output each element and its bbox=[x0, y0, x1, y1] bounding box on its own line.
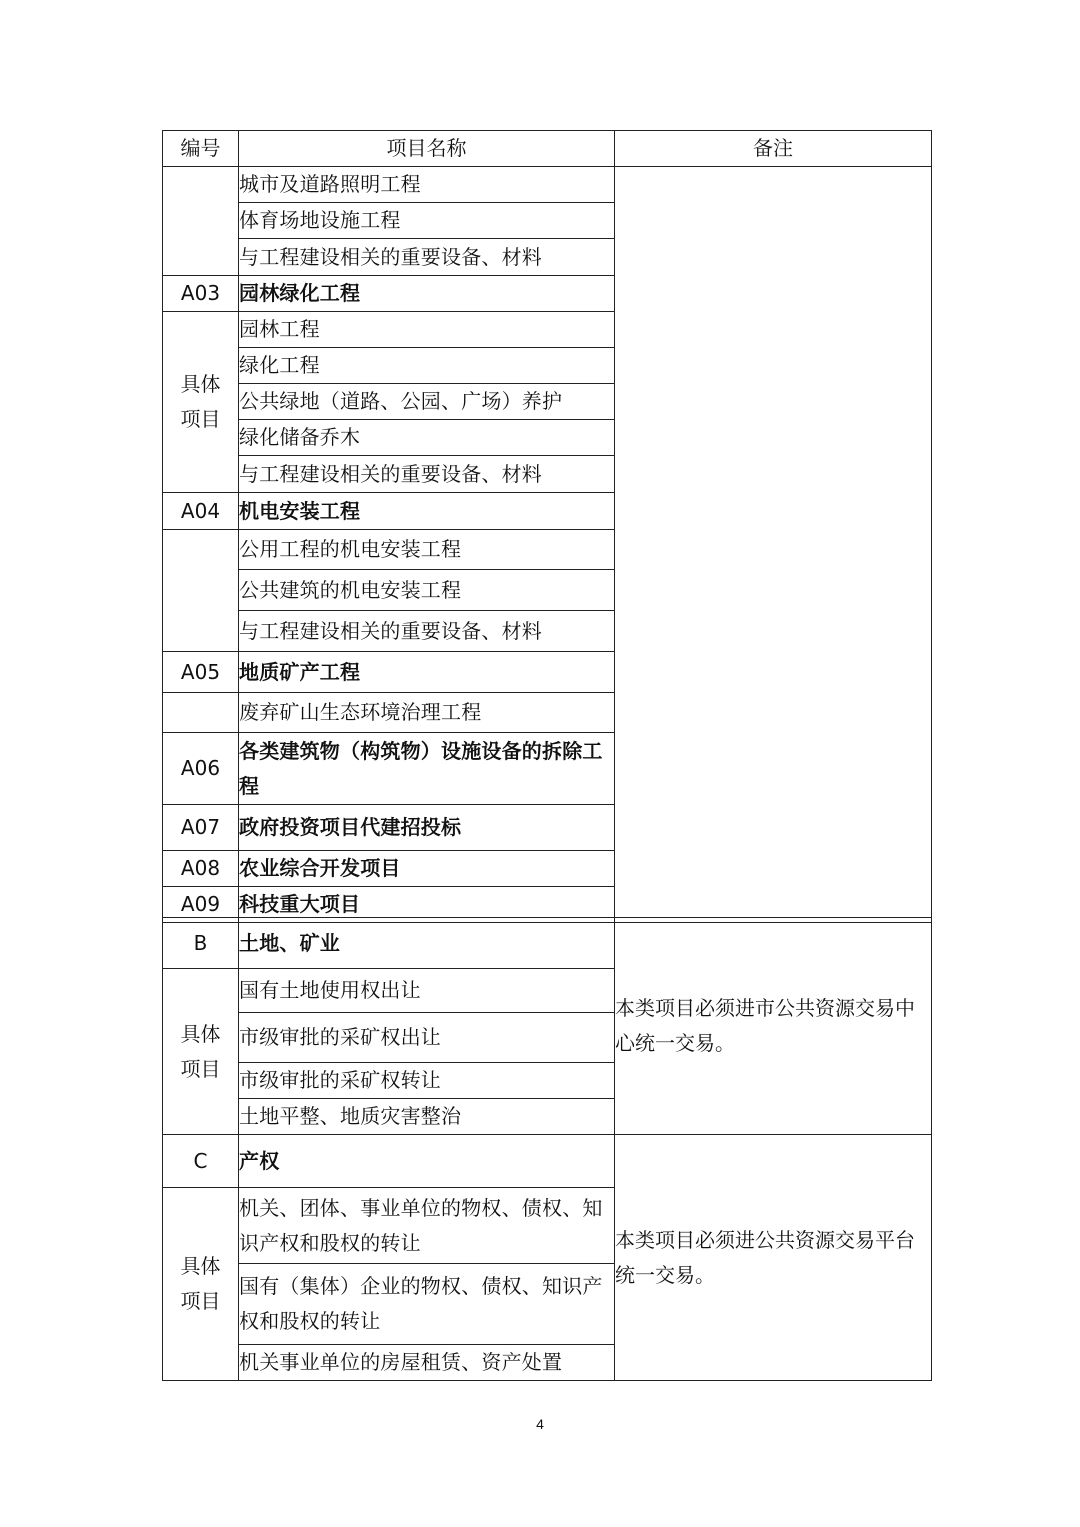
category-name: 各类建筑物（构筑物）设施设备的拆除工程 bbox=[239, 733, 615, 805]
note-cell-b: 本类项目必须进市公共资源交易中心统一交易。 bbox=[615, 918, 932, 1135]
category-name: 产权 bbox=[239, 1135, 615, 1188]
item-name: 体育场地设施工程 bbox=[239, 203, 615, 239]
spec-label: 具体 项目 bbox=[180, 1254, 221, 1313]
item-name: 国有土地使用权出让 bbox=[239, 969, 615, 1013]
item-name: 市级审批的采矿权转让 bbox=[239, 1063, 615, 1099]
category-code: A08 bbox=[163, 851, 239, 887]
category-name: 机电安装工程 bbox=[239, 493, 615, 530]
category-code: A04 bbox=[163, 493, 239, 530]
project-table bbox=[162, 130, 932, 923]
category-code: A03 bbox=[163, 276, 239, 312]
item-name: 与工程建设相关的重要设备、材料 bbox=[239, 611, 615, 652]
item-name: 废弃矿山生态环境治理工程 bbox=[239, 693, 615, 733]
spec-label: 具体 项目 bbox=[180, 1021, 221, 1081]
item-name: 公共绿地（道路、公园、广场）养护 bbox=[239, 384, 615, 420]
item-name: 机关事业单位的房屋租赁、资产处置 bbox=[239, 1345, 615, 1381]
empty-code-cell bbox=[163, 530, 239, 652]
item-name: 公共建筑的机电安装工程 bbox=[239, 570, 615, 611]
item-name: 绿化工程 bbox=[239, 348, 615, 384]
note-cell-c: 本类项目必须进公共资源交易平台统一交易。 bbox=[615, 1135, 932, 1381]
empty-code-cell bbox=[163, 167, 239, 276]
category-code: A07 bbox=[163, 805, 239, 851]
specific-items-label bbox=[163, 312, 239, 493]
specific-items-label bbox=[163, 969, 239, 1135]
header-code: 编号 bbox=[163, 131, 239, 167]
item-name: 国有（集体）企业的物权、债权、知识产权和股权的转让 bbox=[239, 1264, 615, 1345]
note-cell-a bbox=[615, 167, 932, 923]
item-name: 城市及道路照明工程 bbox=[239, 167, 615, 203]
empty-code-cell bbox=[163, 693, 239, 733]
category-code: A09 bbox=[163, 887, 239, 923]
item-name: 土地平整、地质灾害整治 bbox=[239, 1099, 615, 1135]
item-name: 机关、团体、事业单位的物权、债权、知识产权和股权的转让 bbox=[239, 1188, 615, 1264]
category-name: 土地、矿业 bbox=[239, 918, 615, 969]
item-name: 与工程建设相关的重要设备、材料 bbox=[239, 456, 615, 493]
item-name: 园林工程 bbox=[239, 312, 615, 348]
category-name: 地质矿产工程 bbox=[239, 652, 615, 693]
item-name: 绿化储备乔木 bbox=[239, 420, 615, 456]
header-name: 项目名称 bbox=[239, 131, 615, 167]
item-name: 市级审批的采矿权出让 bbox=[239, 1013, 615, 1063]
project-table-b bbox=[162, 917, 932, 1381]
page-number: 4 bbox=[536, 1416, 544, 1432]
spec-label: 具体 项目 bbox=[180, 372, 221, 431]
item-name: 与工程建设相关的重要设备、材料 bbox=[239, 239, 615, 276]
category-name: 政府投资项目代建招投标 bbox=[239, 805, 615, 851]
category-code: A06 bbox=[163, 733, 239, 805]
category-code: B bbox=[163, 918, 239, 969]
category-name: 科技重大项目 bbox=[239, 887, 615, 923]
category-name: 园林绿化工程 bbox=[239, 276, 615, 312]
specific-items-label bbox=[163, 1188, 239, 1381]
category-code: A05 bbox=[163, 652, 239, 693]
header-note: 备注 bbox=[615, 131, 932, 167]
category-code: C bbox=[163, 1135, 239, 1188]
item-name: 公用工程的机电安装工程 bbox=[239, 530, 615, 570]
category-name: 农业综合开发项目 bbox=[239, 851, 615, 887]
